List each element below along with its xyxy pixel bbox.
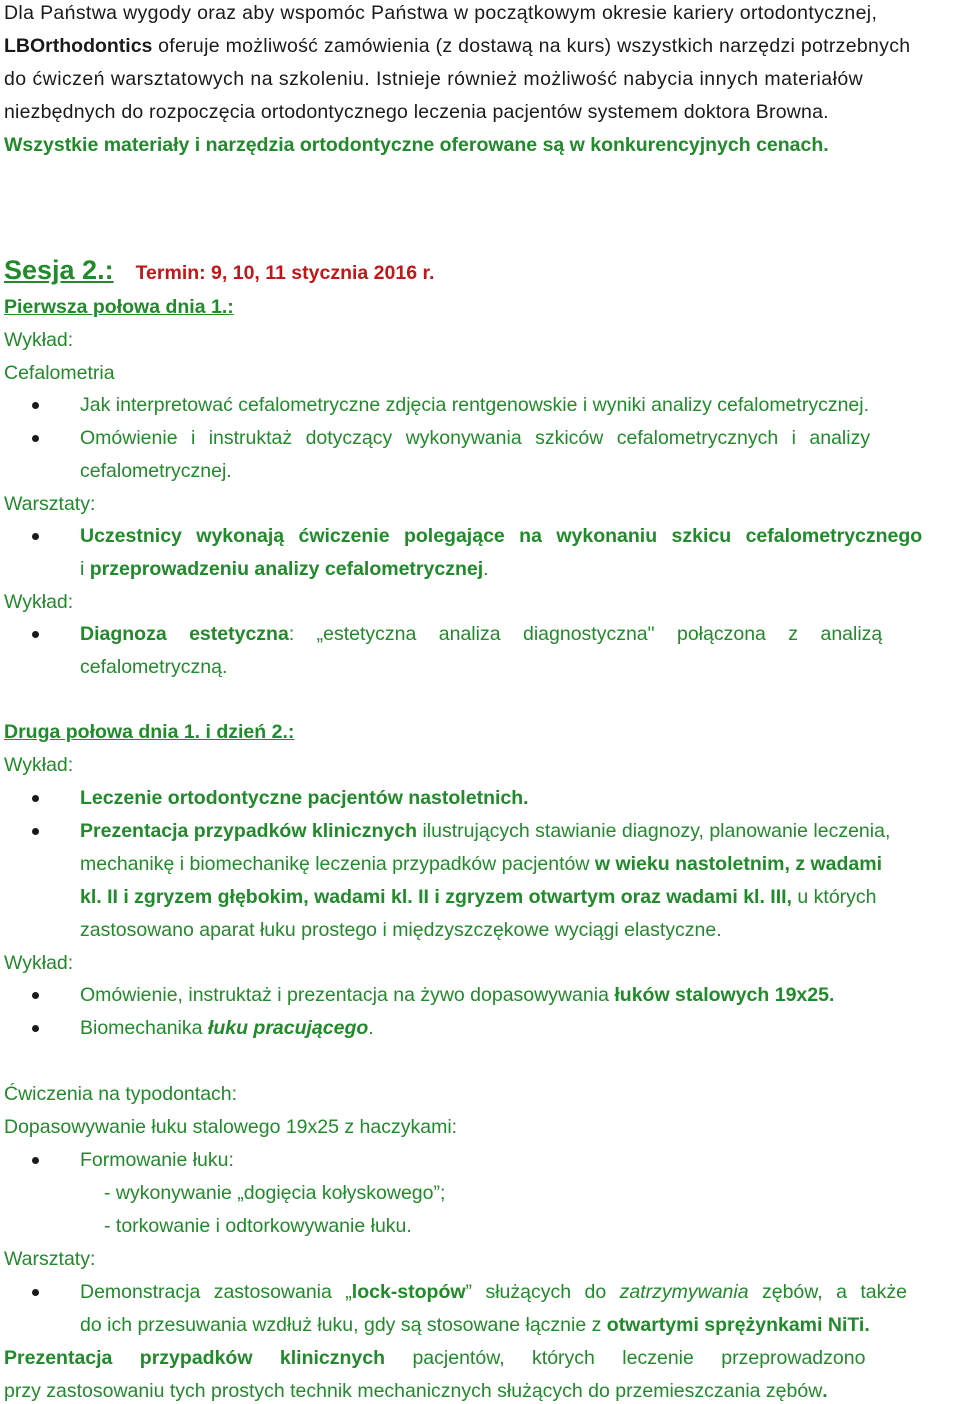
intro-line-1 [4,0,956,26]
workshop-label: Warsztaty: [4,1248,96,1270]
bullet-dot [32,631,39,638]
bullet-text-cont [80,851,882,877]
session-term: Termin: 9, 10, 11 stycznia 2016 r. [135,262,435,284]
brand-name: LBOrthodontics [4,35,153,57]
lecture-topic: Cefalometria [4,362,115,384]
text-fragment: Omówienie, instruktaż i prezentacja na żywo dopasowywania [80,984,615,1006]
bullet-dot [32,992,39,999]
text-fragment: łuków stalowych 19x25. [614,984,835,1006]
bullet-item [80,621,882,647]
bullet-item: Formowanie łuku: [80,1149,234,1171]
text-fragment: u których [791,886,877,908]
text-fragment: Demonstracja zastosowania „ [80,1281,352,1303]
intro-text-4: niezbędnych do rozpoczęcia ortodontycznego leczenia pacjentów systemem doktora Browna. [4,101,829,123]
intro-line-2 [4,33,910,59]
bullet-text-cont: zastosowano aparat łuku prostego i międzyszczękowe wyciągi elastyczne. [80,919,722,941]
bullet-text-cont: cefalometryczną. [80,656,228,678]
text-fragment: otwartymi sprężynkami NiTi. [606,1314,870,1336]
bullet-item [80,1279,907,1305]
lecture-label: Wykład: [4,591,74,613]
bullet-item: Jak interpretować cefalometryczne zdjęcia rentgenowskie i wyniki analizy cefalometrycznej. [80,394,870,416]
text-fragment: . [368,1017,374,1039]
bullet-item: Uczestnicy wykonają ćwiczenie polegające na wykonaniu szkicu cefalometrycznego [80,525,923,547]
bullet-dot [32,1289,39,1296]
text-fragment: . [822,1380,828,1402]
second-half-heading: Druga połowa dnia 1. i dzień 2.: [4,721,295,743]
workshop-label: Warsztaty: [4,493,96,515]
intro-text-5: Wszystkie materiały i narzędzia ortodontyczne oferowane są w konkurencyjnych cenach. [4,134,829,156]
bullet-dot [32,1025,39,1032]
bullet-text: Omówienie i instruktaż dotyczący wykonywania szkiców cefalometrycznych i analizy [80,427,871,449]
bullet-item [80,818,890,844]
text-fragment: i [80,558,90,580]
text-fragment: mechanikę i biomechanikę leczenia przypadków pacjentów [80,853,595,875]
text-fragment: zębów, a także [748,1281,907,1303]
text-fragment: przeprowadzeniu analizy cefalometrycznej [89,558,484,580]
bullet-item [80,982,834,1008]
typodont-heading: Ćwiczenia na typodontach: [4,1083,238,1105]
text-fragment: kl. II i zgryzem głębokim, wadami kl. II i zgryzem otwartym oraz wadami kl. III, [80,886,792,908]
bullet-text-cont: cefalometrycznej. [80,460,232,482]
text-fragment: ” służących do [465,1281,620,1303]
intro-text-1: Dla Państwa wygody oraz aby wspomóc Państwa w początkowym okresie kariery ortodontycznej, [4,2,878,24]
text-fragment: do ich przesuwania wzdłuż łuku, gdy są stosowane łącznie z [80,1314,607,1336]
bullet-dot [32,435,39,442]
first-half-heading: Pierwsza połowa dnia 1.: [4,296,234,318]
text-fragment: Biomechanika [80,1017,208,1039]
intro-line-4 [4,99,829,125]
session-title: Sesja 2.: [4,255,114,285]
text-fragment: w wieku nastoletnim, z wadami [594,853,883,875]
typodont-intro: Dopasowywanie łuku stalowego 19x25 z haczykami: [4,1116,458,1138]
text-fragment: Prezentacja przypadków klinicznych [4,1347,386,1369]
bullet-dot [32,533,39,540]
bullet-dot [32,402,39,409]
bullet-text-cont [80,1312,870,1338]
intro-text-2: oferuje możliwość zamówienia (z dostawą na kurs) wszystkich narzędzi potrzebnych [152,35,911,57]
final-paragraph-line-1 [4,1345,865,1371]
lecture-label: Wykład: [4,952,74,974]
text-fragment: ilustrujących stawianie diagnozy, planowanie leczenia, [417,820,891,842]
sub-item: - wykonywanie „dogięcia kołyskowego”; [104,1182,446,1204]
bullet-text-cont [80,884,877,910]
bullet-dot [32,828,39,835]
text-fragment: : „estetyczna analiza diagnostyczna" połączona z analizą [288,623,883,645]
text-fragment: zatrzymywania [619,1281,749,1303]
text-fragment: lock-stopów [351,1281,466,1303]
final-paragraph-line-2 [4,1378,828,1404]
session-header [4,255,434,288]
text-fragment: przy zastosowaniu tych prostych technik mechanicznych służących do przemieszczania zębów [4,1380,823,1402]
text-fragment: Diagnoza estetyczna [80,623,289,645]
lecture-label: Wykład: [4,754,74,776]
sub-item: - torkowanie i odtorkowywanie łuku. [104,1215,412,1237]
text-fragment: Prezentacja przypadków klinicznych [80,820,418,842]
bullet-dot [32,1157,39,1164]
bullet-dot [32,795,39,802]
bullet-item [80,425,956,451]
intro-text-3: do ćwiczeń warsztatowych na szkoleniu. Istnieje również możliwość nabycia innych materiałów [4,68,864,90]
bullet-item [80,1015,374,1041]
text-fragment: łuku pracującego [207,1017,369,1039]
text-fragment: . [483,558,489,580]
lecture-label: Wykład: [4,329,74,351]
bullet-item: Leczenie ortodontyczne pacjentów nastoletnich. [80,787,529,809]
bullet-text-cont [80,556,489,582]
intro-line-3 [4,66,863,92]
intro-line-5 [4,132,829,158]
text-fragment: pacjentów, których leczenie przeprowadzono [385,1347,866,1369]
